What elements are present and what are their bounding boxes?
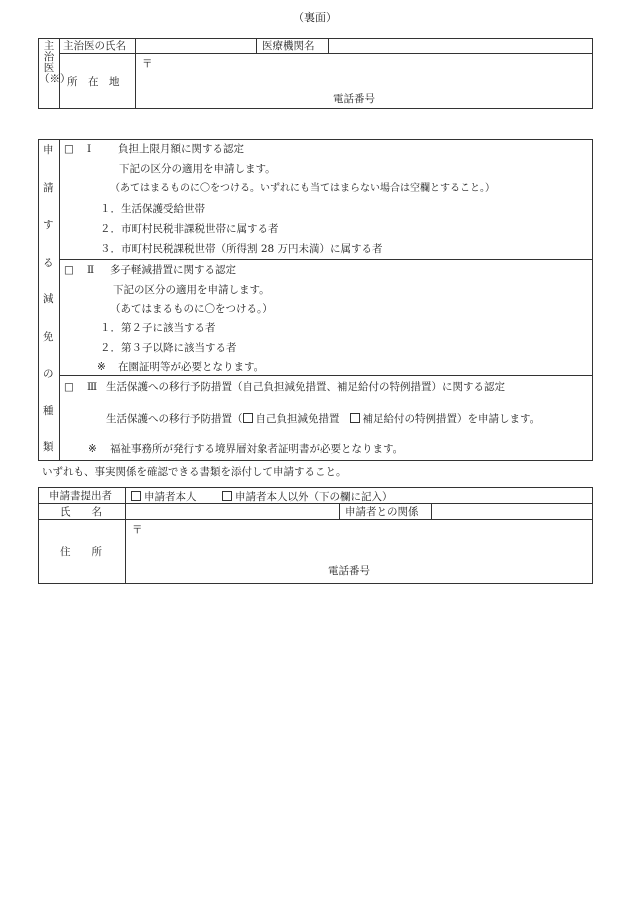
submitter-phone-label: 電話番号 bbox=[328, 565, 370, 577]
section3-checkbox[interactable]: □ bbox=[64, 381, 74, 393]
submitter-name-label: 氏 名 bbox=[60, 506, 102, 518]
reduction-side-char: 請 bbox=[43, 182, 54, 194]
submitter-postal-mark: 〒 bbox=[132, 524, 143, 536]
section2-item[interactable]: １．第２子に該当する者 bbox=[100, 322, 216, 334]
section2-item[interactable]: ２．第３子以降に該当する者 bbox=[100, 342, 237, 354]
submitter-option-self[interactable] bbox=[131, 491, 197, 503]
submitter-other-checkbox[interactable] bbox=[222, 491, 232, 501]
submitter-other-label: 申請者本人以外（下の欄に記入） bbox=[235, 491, 393, 503]
reduction-side-char: 減 bbox=[43, 293, 54, 305]
section2-checkbox[interactable]: □ bbox=[64, 264, 74, 276]
section1-item[interactable]: ３．市町村民税課税世帯（所得割 28 万円未満）に属する者 bbox=[100, 243, 383, 255]
doctor-postal-mark: 〒 bbox=[142, 58, 153, 70]
section3-body bbox=[106, 413, 540, 425]
section1-checkbox[interactable]: □ bbox=[64, 143, 74, 155]
section2-note: （あてはまるものに〇をつける。） bbox=[110, 303, 273, 315]
relation-label: 申請者との関係 bbox=[345, 506, 419, 518]
doctor-side-label: 主治医（※） bbox=[39, 40, 71, 86]
reduction-side-char: の bbox=[43, 368, 54, 380]
section1-note: （あてはまるものに〇をつける。いずれにも当てはまらない場合は空欄とすること。） bbox=[110, 183, 495, 194]
section1-item[interactable]: ２．市町村民税非課税世帯に属する者 bbox=[100, 223, 279, 235]
section1-intro: 下記の区分の適用を申請します。 bbox=[119, 163, 276, 175]
submitter-name-field[interactable] bbox=[130, 506, 335, 518]
section2-intro: 下記の区分の適用を申請します。 bbox=[113, 284, 270, 296]
section3-remark-mark: ※ bbox=[88, 443, 97, 455]
section2-title: 多子軽減措置に関する認定 bbox=[110, 264, 236, 276]
submitter-address-field[interactable] bbox=[145, 523, 585, 559]
section1-item[interactable]: １．生活保護受給世帯 bbox=[100, 203, 205, 215]
section2-remark: 在園証明等が必要となります。 bbox=[118, 361, 265, 373]
submitter-self-checkbox[interactable] bbox=[131, 491, 141, 501]
doctor-name-label: 主治医の氏名 bbox=[63, 40, 126, 52]
doctor-name-field[interactable] bbox=[140, 40, 252, 52]
reduction-side-char: 申 bbox=[43, 144, 54, 156]
reduction-side-char: す bbox=[43, 219, 54, 231]
section3-option1-label: 自己負担減免措置 bbox=[255, 413, 340, 425]
section3-numeral: Ⅲ bbox=[87, 381, 98, 393]
submitter-address-label: 住 所 bbox=[60, 546, 102, 558]
doctor-address-field[interactable] bbox=[154, 57, 584, 87]
submitter-label: 申請書提出者 bbox=[49, 490, 112, 502]
section2-remark-mark: ※ bbox=[97, 361, 106, 373]
reduction-side-char: 種 bbox=[43, 405, 54, 417]
section3-option2-label: 補足給付の特例措置 bbox=[362, 413, 457, 425]
section3-option1-checkbox[interactable] bbox=[243, 413, 253, 423]
doctor-address-label: 所 在 地 bbox=[67, 76, 120, 88]
submitter-self-label: 申請者本人 bbox=[144, 491, 197, 503]
reduction-side-char: 免 bbox=[43, 331, 54, 343]
section1-title: 負担上限月額に関する認定 bbox=[118, 143, 244, 155]
section3-option2-checkbox[interactable] bbox=[350, 413, 360, 423]
reduction-side-char: 類 bbox=[43, 441, 54, 453]
section3-body-prefix: 生活保護への移行予防措置（ bbox=[106, 413, 243, 425]
attach-note: いずれも、事実関係を確認できる書類を添付して申請すること。 bbox=[42, 466, 347, 478]
page-header: （裏面） bbox=[293, 11, 337, 24]
submitter-option-other[interactable] bbox=[222, 491, 393, 503]
section2-numeral: Ⅱ bbox=[87, 264, 95, 276]
section3-title: 生活保護への移行予防措置（自己負担減免措置、補足給付の特例措置）に関する認定 bbox=[106, 381, 505, 393]
doctor-phone-label: 電話番号 bbox=[333, 93, 375, 105]
institution-label: 医療機関名 bbox=[262, 40, 315, 52]
section1-numeral: Ⅰ bbox=[87, 143, 92, 155]
section3-body-suffix: ）を申請します。 bbox=[457, 413, 541, 425]
section3-remark: 福祉事務所が発行する境界層対象者証明書が必要となります。 bbox=[110, 443, 404, 455]
reduction-side-char: る bbox=[43, 257, 54, 269]
institution-field[interactable] bbox=[333, 40, 588, 52]
relation-field[interactable] bbox=[436, 506, 588, 518]
